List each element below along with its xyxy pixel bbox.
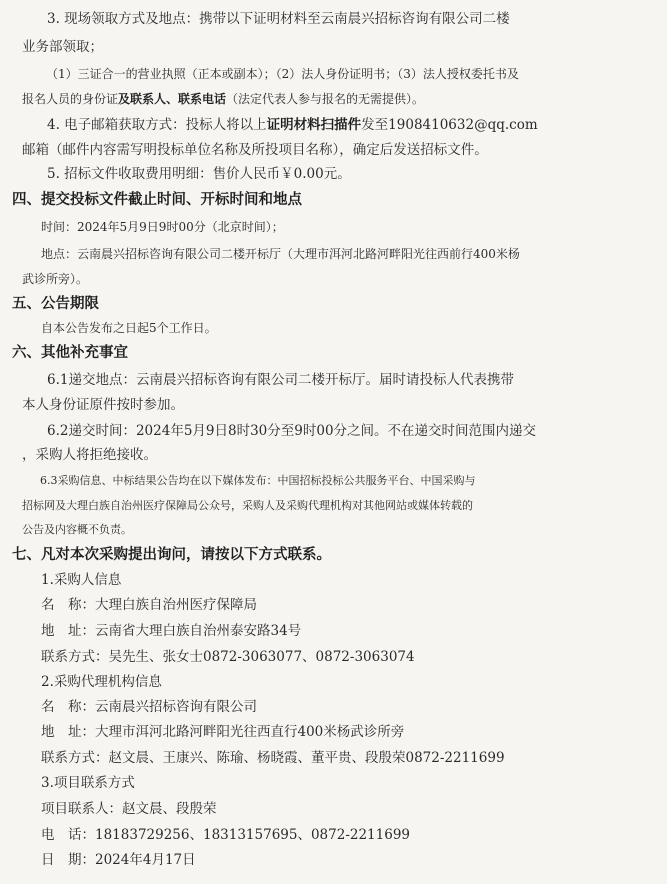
p62-line1: 6.2递交时间：2024年5月9日8时30分至9时00分之间。不在递交时间范围内递交 xyxy=(47,423,537,439)
item4-line1 xyxy=(47,119,667,133)
section5-text: 自本公告发布之日起5个工作日。 xyxy=(41,321,217,335)
item4-email: 发至1908410632@qq.com xyxy=(361,117,538,133)
buyer-name: 名 称：大理白族自治州医疗保障局 xyxy=(41,597,257,613)
section7-heading: 七、凡对本次采购提出询问，请按以下方式联系。 xyxy=(12,547,331,563)
agent-contact: 联系方式：赵文晨、王康兴、陈瑜、杨晓霞、董平贵、段殷荣0872-2211699 xyxy=(41,750,505,766)
materials-line1: （1）三证合一的营业执照（正本或副本）；（2）法人身份证明书；（3）法人授权委托书及 xyxy=(46,67,519,81)
item4-scan-bold: 证明材料扫描件 xyxy=(266,117,362,133)
section4-place-line1: 地点：云南晨兴招标咨询有限公司二楼开标厅（大理市洱河北路河畔阳光往西前行400米杨 xyxy=(41,247,520,261)
section4-heading: 四、提交投标文件截止时间、开标时间和地点 xyxy=(12,192,302,208)
p62-line2: ，采购人将拒绝接收。 xyxy=(22,447,157,463)
materials-idcard: 报名人员的身份证 xyxy=(22,92,119,106)
item5: 5. 招标文件收取费用明细：售价人民币￥0.00元。 xyxy=(47,166,351,182)
project-phone: 电 话：18183729256、18313157695、0872-2211699 xyxy=(41,827,411,843)
project-title: 3.项目联系方式 xyxy=(41,775,135,791)
section4-time: 时间：2024年5月9日9时00分（北京时间）； xyxy=(41,220,284,234)
buyer-title: 1.采购人信息 xyxy=(41,572,122,588)
project-contacts: 项目联系人：赵文晨、段殷荣 xyxy=(41,801,217,817)
item4-lead: 4. 电子邮箱获取方式：投标人将以上 xyxy=(47,117,267,133)
materials-line2 xyxy=(22,93,667,105)
p63-line1: 6.3采购信息、中标结果公告均在以下媒体发布：中国招标投标公共服务平台、中国采购与 xyxy=(40,474,476,487)
agent-title: 2.采购代理机构信息 xyxy=(41,674,162,690)
item3-line1: 3. 现场领取方式及地点：携带以下证明材料至云南晨兴招标咨询有限公司二楼 xyxy=(47,11,510,27)
document-date: 日 期：2024年4月17日 xyxy=(41,852,196,868)
buyer-contact: 联系方式：吴先生、张女士0872-3063077、0872-3063074 xyxy=(41,649,415,665)
section5-heading: 五、公告期限 xyxy=(12,296,99,312)
p61-line2: 本人身份证原件按时参加。 xyxy=(22,397,184,413)
materials-contact-bold: 及联系人、联系电话 xyxy=(118,92,227,106)
p63-line3: 公告及内容概不负责。 xyxy=(22,523,132,536)
item4-line2: 邮箱（邮件内容需写明投标单位名称及所投项目名称），确定后发送招标文件。 xyxy=(22,142,488,158)
section6-heading: 六、其他补充事宜 xyxy=(12,345,128,361)
section4-place-line2: 武诊所旁）。 xyxy=(22,272,89,286)
p63-line2: 招标网及大理白族自治州医疗保障局公众号，采购人及采购代理机构对其他网站或媒体转载的 xyxy=(22,499,473,512)
buyer-address: 地 址：云南省大理白族自治州泰安路34号 xyxy=(41,623,302,639)
materials-note: （法定代表人参与报名的无需提供）。 xyxy=(226,92,425,106)
agent-address: 地 址：大理市洱河北路河畔阳光往西直行400米杨武诊所旁 xyxy=(41,724,405,740)
p61-line1: 6.1递交地点：云南晨兴招标咨询有限公司二楼开标厅。届时请投标人代表携带 xyxy=(47,372,514,388)
item3-line2: 业务部领取； xyxy=(22,39,103,55)
agent-name: 名 称：云南晨兴招标咨询有限公司 xyxy=(41,699,257,715)
